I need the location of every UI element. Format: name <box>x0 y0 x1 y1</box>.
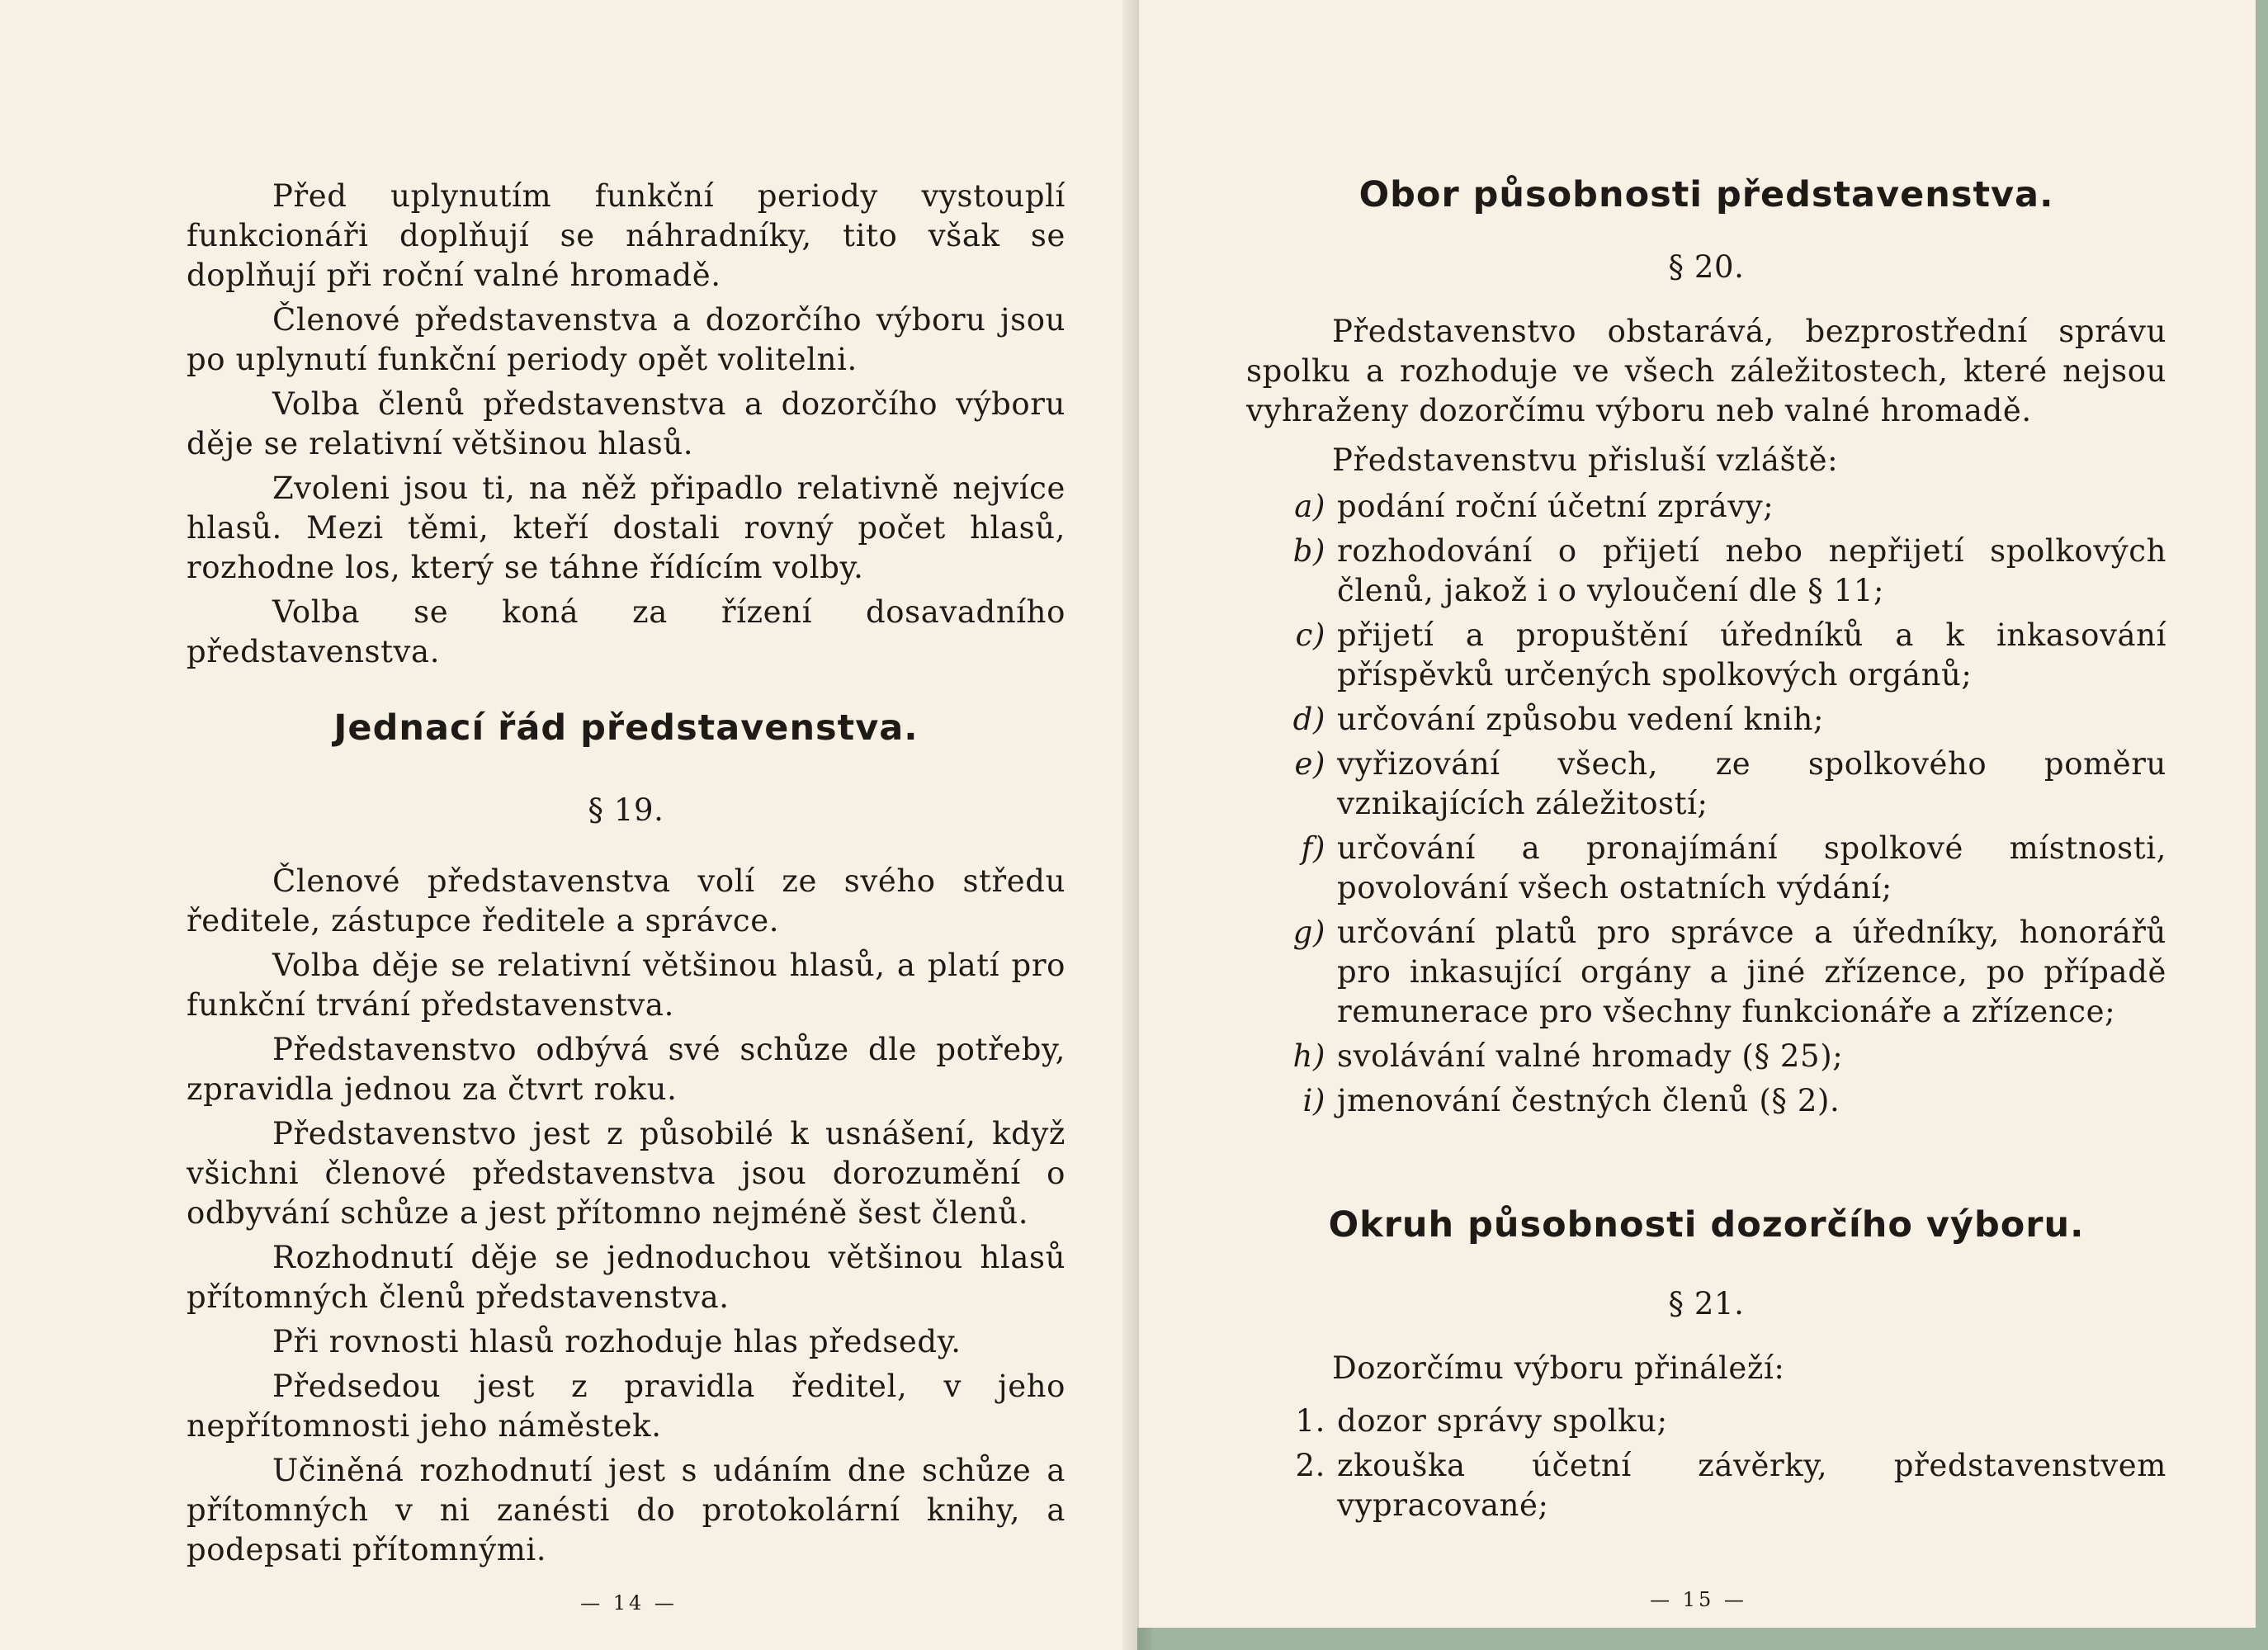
paragraph: Představenstvo obstarává, bezprostřední správu spolku a rozhoduje ve všech záležitostech, které nejsou vyhraženy dozorčímu výboru neb valné hromadě. <box>1246 314 2166 428</box>
list-item-text: podání roční účetní zprávy; <box>1337 489 1774 524</box>
list-intro: Dozorčímu výboru přináleží: <box>1332 1350 1785 1386</box>
list-marker: e) <box>1294 746 1325 782</box>
left-top-text <box>187 177 1065 677</box>
paragraph: Volba se koná za řízení dosavadního představenstva. <box>187 594 1065 669</box>
paragraph: Volba děje se relativní většinou hlasů, a platí pro funkční trvání představenstva. <box>187 948 1065 1023</box>
list-item <box>1246 1446 2166 1525</box>
right-bottom-block <box>1246 1205 2166 1530</box>
page-number: — 15 — <box>1650 1588 1747 1611</box>
list-intro: Představenstvu přisluší vzláště: <box>1332 442 1839 478</box>
list-marker: h) <box>1292 1038 1325 1074</box>
left-heading-block <box>187 708 1065 830</box>
list-marker: d) <box>1292 702 1325 737</box>
paragraph: Představenstvo jest z působilé k usnášení, když všichni členové představenstva jsou dorozumění o odbyvání schůze a jest přítomno nejméně šest členů. <box>187 1116 1065 1231</box>
list-item-text: dozor správy spolku; <box>1337 1403 1668 1439</box>
list-item <box>1246 532 2166 611</box>
list-item <box>1246 1402 2166 1441</box>
section-heading: Jednací řád představenstva. <box>333 707 919 749</box>
list-item-text: určování a pronajímání spolkové místnosti, povolování všech ostatních výdání; <box>1337 830 2166 905</box>
paragraph: Učiněná rozhodnutí jest s udáním dne schůze a přítomných v ni zanésti do protokolární knihy, a podepsati přítomnými. <box>187 1453 1065 1567</box>
list-item <box>1246 1081 2166 1121</box>
paragraph: Členové představenstva a dozorčího výboru jsou po uplynutí funkční periody opět volitelni. <box>187 302 1065 377</box>
list-item <box>1246 829 2166 908</box>
paragraph: Zvoleni jsou ti, na něž připadlo relativně nejvíce hlasů. Mezi těmi, kteří dostali rovný počet hlasů, rozhodne los, který se táhne řídícím volby. <box>187 470 1065 585</box>
paragraph: Rozhodnutí děje se jednoduchou většinou hlasů přítomných členů představenstva. <box>187 1240 1065 1315</box>
list-item-text: rozhodování o přijetí nebo nepřijetí spolkových členů, jakož i o vyloučení dle § 11; <box>1337 533 2166 608</box>
list-marker: f) <box>1301 830 1325 866</box>
list-item-text: zkouška účetní závěrky, představenstvem vypracované; <box>1337 1448 2166 1523</box>
list-item-text: vyřizování všech, ze spolkového poměru vznikajících záležitostí; <box>1337 746 2166 821</box>
paragraph: Členové představenstva volí ze svého středu ředitele, zástupce ředitele a správce. <box>187 863 1065 938</box>
left-bottom-text <box>187 862 1065 1575</box>
section-heading: Obor působnosti představenstva. <box>1358 174 2054 215</box>
list-item <box>1246 745 2166 824</box>
page-number: — 14 — <box>580 1591 678 1615</box>
list-item-text: určování způsobu vedení knih; <box>1337 702 1825 737</box>
right-top-block <box>1246 175 2166 1126</box>
list-marker: c) <box>1295 617 1325 653</box>
list-marker: 1. <box>1295 1403 1325 1439</box>
list-item <box>1246 700 2166 740</box>
list-item <box>1246 616 2166 695</box>
duties-list <box>1246 1402 2166 1525</box>
list-marker: g) <box>1292 915 1325 950</box>
list-item-text: svolávání valné hromady (§ 25); <box>1337 1038 1844 1074</box>
list-item <box>1246 1037 2166 1076</box>
duties-list <box>1246 487 2166 1121</box>
list-item-text: jmenování čestných členů (§ 2). <box>1337 1083 1840 1118</box>
list-marker: 2. <box>1295 1448 1325 1483</box>
paragraph: Před uplynutím funkční periody vystouplí funkcionáři doplňují se náhradníky, tito však se doplňují při roční valné hromadě. <box>187 178 1065 293</box>
list-marker: i) <box>1302 1083 1325 1118</box>
list-item <box>1246 913 2166 1032</box>
list-marker: b) <box>1292 533 1325 569</box>
list-item-text: určování platů pro správce a úředníky, honorářů pro inkasující orgány a jiné zřízence, po případě remunerace pro všechny funkcionáře a zřízence; <box>1337 915 2166 1029</box>
list-marker: a) <box>1294 489 1325 524</box>
section-number: § 20. <box>1668 249 1745 285</box>
paragraph: Předsedou jest z pravidla ředitel, v jeho nepřítomnosti jeho náměstek. <box>187 1369 1065 1444</box>
paragraph: Představenstvo odbývá své schůze dle potřeby, zpravidla jednou za čtvrt roku. <box>187 1032 1065 1107</box>
section-heading: Okruh působnosti dozorčího výboru. <box>1328 1204 2085 1246</box>
section-number: § 21. <box>1668 1286 1745 1321</box>
paragraph: Při rovnosti hlasů rozhoduje hlas předsedy. <box>272 1324 962 1359</box>
list-item <box>1246 487 2166 527</box>
right-page <box>1137 0 2256 1628</box>
paragraph: Volba členů představenstva a dozorčího výboru děje se relativní většinou hlasů. <box>187 386 1065 461</box>
section-number: § 19. <box>588 792 664 828</box>
list-item-text: přijetí a propuštění úředníků a k inkasování příspěvků určených spolkových orgánů; <box>1337 617 2166 693</box>
